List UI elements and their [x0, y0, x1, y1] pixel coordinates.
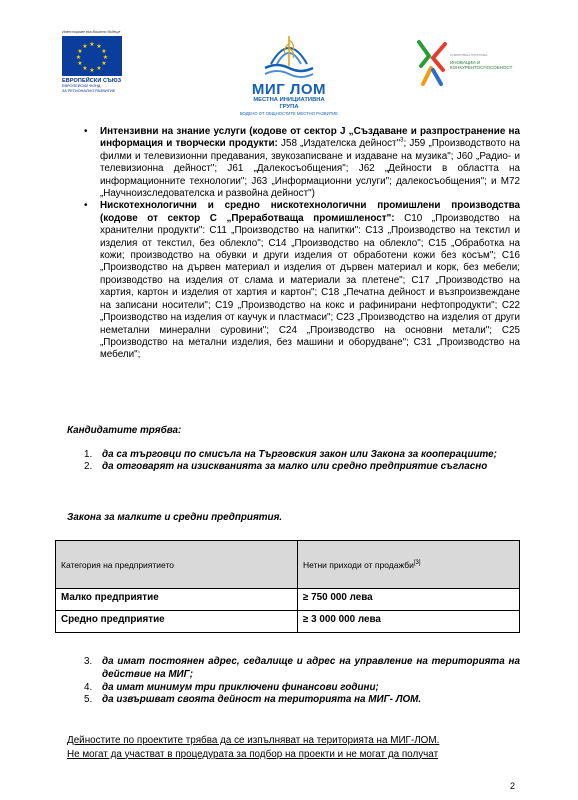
bullet-icon: • [84, 200, 88, 212]
page-number: 2 [510, 781, 516, 791]
table-header-revenue [298, 541, 520, 589]
svg-text:★: ★ [96, 65, 102, 72]
table-cell-category: Малко предприятие [56, 589, 298, 611]
item-text: да извършват своята дейност на територията на МИГ- ЛОМ. [102, 694, 422, 706]
page-header [0, 0, 578, 118]
bullet-icon: • [84, 126, 88, 137]
svg-text:★: ★ [77, 60, 83, 67]
svg-text:★: ★ [101, 48, 107, 55]
inno-logo-line1: ИНОВАЦИИ И [450, 60, 481, 65]
list-item [84, 461, 520, 473]
svg-text:★: ★ [102, 54, 109, 61]
item-number: 4. [84, 681, 93, 693]
svg-text:★: ★ [75, 54, 82, 61]
sme-law-line: Закона за малките и средни предприятия. [67, 512, 283, 523]
list-item [84, 694, 520, 707]
inno-logo-top-text: ОПЕРАТИВНА ПРОГРАМА [450, 53, 488, 57]
svg-text:★: ★ [101, 60, 107, 67]
table-row [56, 611, 520, 633]
eu-stars-icon [62, 36, 122, 76]
eu-logo [62, 30, 152, 93]
final-paragraph [67, 734, 527, 761]
svg-text:★: ★ [89, 41, 95, 48]
list-item [84, 656, 520, 682]
inno-logo-text [450, 60, 512, 70]
table-cell-category: Средно предприятие [56, 611, 298, 633]
table-cell-revenue: ≥ 750 000 лева [298, 589, 520, 611]
eu-flag-icon [62, 36, 122, 76]
item-number: 2. [84, 461, 93, 473]
final-line-1: Дейностите по проектите трябва да се изпълняват на територията на МИГ-ЛОМ. [67, 735, 440, 746]
table-cell-revenue: ≥ 3 000 000 лева [298, 611, 520, 633]
table-row [56, 589, 520, 611]
sector-list-section [84, 126, 520, 362]
svg-text:★: ★ [82, 65, 88, 72]
mig-logo-name: МИГ ЛОМ [251, 81, 327, 98]
svg-text:★: ★ [96, 43, 102, 50]
item-text: да са търговци по смисъла на Търговския закон или Закона за кооперациите; [102, 449, 497, 460]
requirements-list-2 [84, 656, 520, 707]
table-header-category [56, 541, 298, 589]
eu-logo-subtitle-1: ЕВРОПЕЙСКИ ФОНД [62, 84, 101, 88]
requirements-list-1 [84, 449, 520, 474]
sector-bullet-list [84, 126, 520, 362]
table-header-row [56, 541, 520, 589]
list-item [84, 449, 520, 461]
eu-logo-subtitle-2: ЗА РЕГИОНАЛНО РАЗВИТИЕ [62, 88, 116, 93]
svg-text:★: ★ [77, 48, 83, 55]
item-number: 1. [84, 449, 93, 460]
list-item [84, 126, 520, 200]
item-text: да имат постоянен адрес, седалище и адрес на управление на територията на действие на МИГ; [102, 656, 520, 680]
list-item [84, 200, 520, 361]
mig-logo-line2: ГРУПА [279, 103, 299, 110]
bullet-1-bold: Интензивни на знание услуги (кодове от сектор J „Създаване и разпространение на информация и творчески продукти: [100, 126, 520, 150]
inno-x-icon [415, 38, 449, 88]
list-item [84, 682, 520, 695]
candidates-heading: Кандидатите трябва: [67, 425, 182, 436]
footnote-ref[interactable]: [3] [413, 559, 421, 566]
svg-text:★: ★ [82, 43, 88, 50]
mig-emblem-icon [259, 30, 319, 82]
sme-category-table [55, 540, 520, 633]
bullet-2-bold: Нискотехнологични и средно нискотехнологични промишлени производства (кодове от сектор C „Преработваща промишленост": [100, 200, 520, 224]
item-text: да отговарят на изискванията за малко или средно предприятие съгласно [102, 461, 488, 473]
bullet-1-text-a: J58 „Издателска дейност" [277, 138, 401, 150]
item-text: да имат минимум три приключени финансови години; [102, 681, 379, 693]
bullet-1-text-b: ; J59 „Производството на филми и телевизионни предавания, звукозаписване и издаване на музика"; J60 „Радио- и телевизионна дейност"; J61 „Далекосъобщения"; J62 „Дейности в областта на информационните технологии"; J63 „Информационни услуги"; далекосъобщения"; и M72 „Научноизследователска и развойна дейност") [100, 138, 521, 200]
innovation-program-logo [415, 38, 525, 88]
header-category-label: Категория на предприятието [61, 559, 175, 570]
item-number: 3. [84, 656, 93, 667]
eu-logo-title: ЕВРОПЕЙСКИ СЪЮЗ [62, 78, 122, 84]
inno-logo-line2: КОНКУРЕНТОСПОСОБНОСТ [450, 65, 513, 70]
svg-text:★: ★ [89, 67, 95, 74]
header-revenue-label: Нетни приходи от продажби [303, 559, 414, 570]
mig-logo-motto: ВОДЕНО ОТ ОБЩНОСТИТЕ МЕСТНО РАЗВИТИЕ [239, 111, 339, 116]
item-number: 5. [84, 694, 93, 706]
mig-lom-logo [228, 30, 350, 116]
bullet-2-text: C10 „Производство на хранителни продукти": C11 „Производство на напитки": C13 „Производство на текстил и изделия от текстил, без облекло"; C14 „Производство на облекло"; C15 „Обработка на кожи; производство на обувки и други изделия от обработени кожи без косъм"; C16 „Производство на дървен материал и изделия от дървен материал и корк, без мебели; производство на изделия от слама и материали за плетене"; C17 „Производство на хартия, картон и изделия от хартия и картон"; C18 „Печатна дейност и възпроизвеждане на записани носители"; C19 „Производство на кокс и рафинирани нефтопродукти"; C22 „Производство на изделия от каучук и пластмаси"; C23 „Производство на изделия от други неметални минерални суровини"; C24 „Производство на основни метали"; C25 „Производство на метални изделия, без машини и оборудване"; C31 „Производство на мебели"; [100, 212, 521, 361]
eu-logo-top-text: Инвестираме във Вашето бъдеще [62, 30, 121, 34]
footnote-ref[interactable]: 3 [400, 138, 404, 145]
final-line-2: Не могат да участват в процедурата за подбор на проекти и не могат да получат [67, 748, 439, 760]
mig-logo-line1: МЕСТНА ИНИЦИАТИВНА [253, 97, 325, 103]
